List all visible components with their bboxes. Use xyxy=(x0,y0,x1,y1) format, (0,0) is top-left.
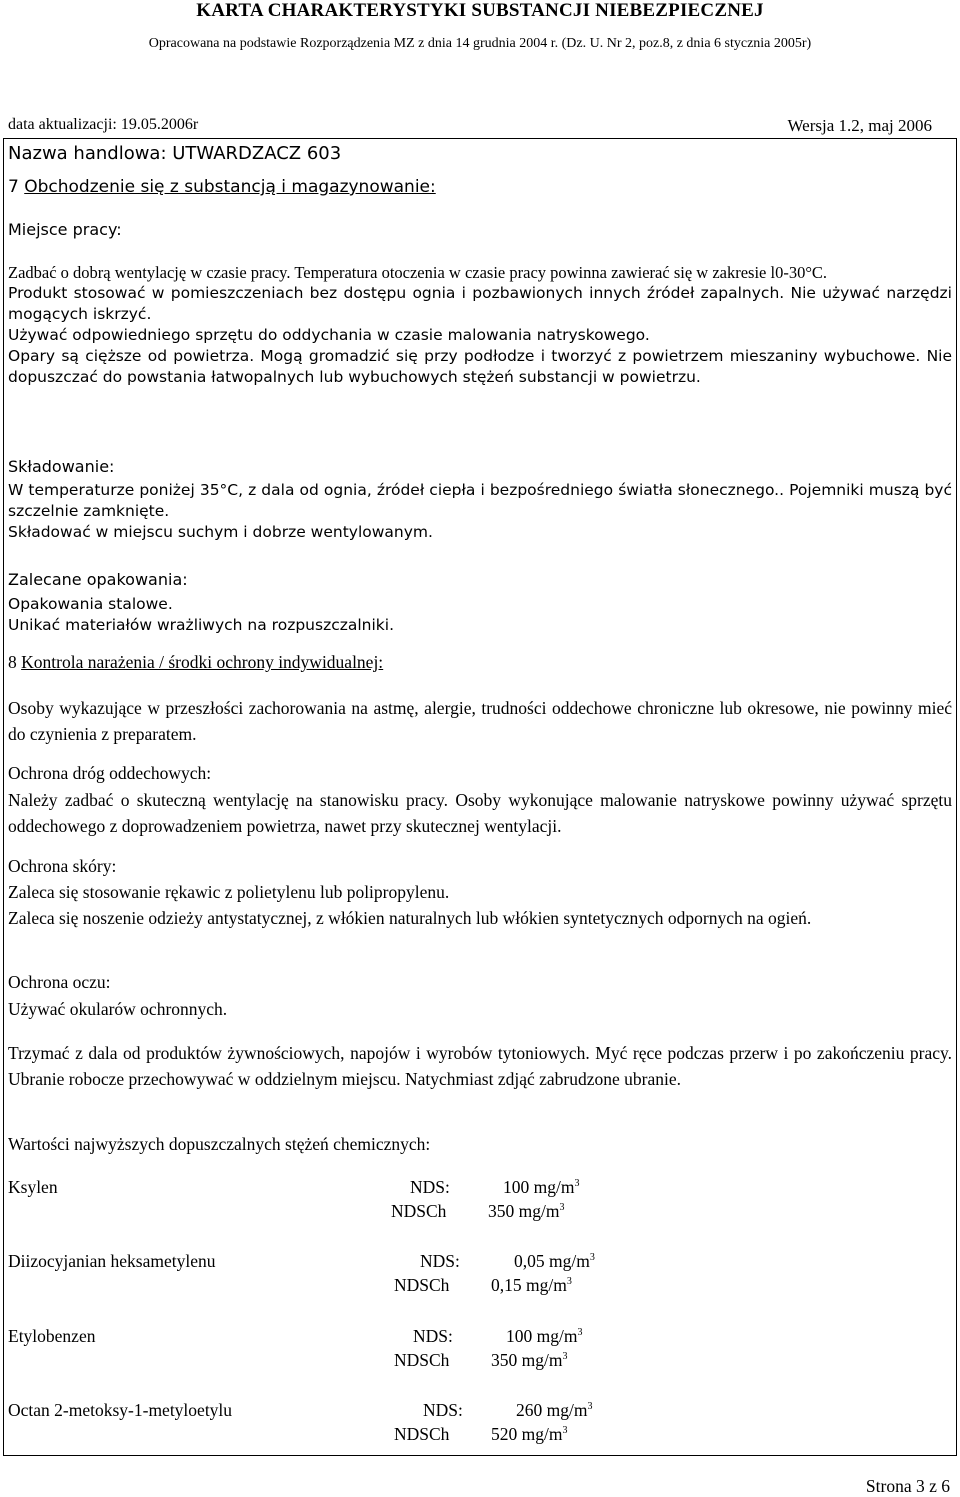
ndsch-value: 520 $mg/m^3$ xyxy=(491,1424,568,1444)
substance-name: Etylobenzen xyxy=(8,1326,96,1346)
nds-label: NDS: xyxy=(413,1326,453,1346)
limit-row xyxy=(0,1400,960,1450)
ndsch-label: NDSCh xyxy=(394,1350,450,1370)
respiratory-text: Należy zadbać o skuteczną wentylację na stanowisku pracy. Osoby wykonujące malowanie natryskowe powinny używać sprzętu oddechowego z doprowadzeniem powietrza, nawet przy skutecznej wentylacji. xyxy=(8,790,952,836)
limit-row xyxy=(0,1251,960,1301)
respiratory-heading: Ochrona dróg oddechowych: xyxy=(8,763,212,783)
packaging-heading: Zalecane opakowania: xyxy=(8,570,188,589)
packaging-text xyxy=(8,594,952,636)
section-8-intro: Osoby wykazujące w przeszłości zachorowania na astmę, alergie, trudności oddechowe chroniczne lub okresowe, nie powinny mieć do czynienia z preparatem. xyxy=(8,698,952,744)
nds-value: 0,05 $mg/m^3$ xyxy=(514,1251,595,1271)
section-8-title: Kontrola narażenia / środki ochrony indywidualnej: xyxy=(21,652,384,672)
document-title: KARTA CHARAKTERYSTYKI SUBSTANCJI NIEBEZPIECZNEJ xyxy=(196,0,764,21)
ndsch-label: NDSCh xyxy=(394,1275,450,1295)
substance-name: Ksylen xyxy=(8,1177,58,1197)
ndsch-value: 0,15 $mg/m^3$ xyxy=(491,1275,572,1295)
workplace-line: Produkt stosować w pomieszczeniach bez dostępu ognia i pozbawionych innych źródeł zapalnych. Nie używać narzędzi mogących iskrzyć. xyxy=(8,284,952,323)
skin-line: Zaleca się stosowanie rękawic z polietylenu lub polipropylenu. xyxy=(8,882,450,902)
section-7-number: 7 xyxy=(8,177,19,197)
ndsch-value: 350 $mg/m^3$ xyxy=(488,1201,565,1221)
ndsch-value: 350 $mg/m^3$ xyxy=(491,1350,568,1370)
ndsch-label: NDSCh xyxy=(394,1424,450,1444)
nds-value: 100 $mg/m^3$ xyxy=(506,1326,583,1346)
packaging-line: Unikać materiałów wrażliwych na rozpuszczalniki. xyxy=(8,616,395,634)
nds-label: NDS: xyxy=(420,1251,460,1271)
limit-row xyxy=(0,1326,960,1376)
substance-name: Octan 2-metoksy-1-metyloetylu xyxy=(8,1400,233,1420)
section-7-title: Obchodzenie się z substancją i magazynowanie: xyxy=(24,177,436,197)
skin-line: Zaleca się noszenie odzieży antystatycznej, z włókien naturalnych lub włókien syntetycznych odpornych na ogień. xyxy=(8,908,812,928)
update-date: data aktualizacji: 19.05.2006r xyxy=(8,116,199,133)
workplace-text xyxy=(8,262,952,388)
storage-line: W temperaturze poniżej 35°C, z dala od ognia, źródeł ciepła i bezpośredniego światła słonecznego.. Pojemniki muszą być szczelnie zamknięte. xyxy=(8,481,952,520)
version-label: Wersja 1.2, maj 2006 xyxy=(787,116,932,135)
storage-heading: Składowanie: xyxy=(8,457,115,476)
eye-text: Używać okularów ochronnych. xyxy=(8,999,228,1019)
trade-name: Nazwa handlowa: UTWARDZACZ 603 xyxy=(8,143,342,164)
nds-value: 260 $mg/m^3$ xyxy=(516,1400,593,1420)
nds-label: NDS: xyxy=(423,1400,463,1420)
limit-row xyxy=(0,1177,960,1227)
nds-value: 100 $mg/m^3$ xyxy=(503,1177,580,1197)
storage-text xyxy=(8,480,952,543)
section-7-heading xyxy=(8,177,436,197)
document-subtitle: Opracowana na podstawie Rozporządzenia MZ z dnia 14 grudnia 2004 r. (Dz. U. Nr 2, poz.8, z dnia 6 stycznia 2005r) xyxy=(148,36,812,51)
workplace-line: Opary są cięższe od powietrza. Mogą gromadzić się przy podłodze i tworzyć z powietrzem mieszaniny wybuchowe. Nie dopuszczać do powstania łatwopalnych lub wybuchowych stężeń substancji w powietrzu. xyxy=(8,347,952,386)
nds-label: NDS: xyxy=(410,1177,450,1197)
limits-heading: Wartości najwyższych dopuszczalnych stężeń chemicznych: xyxy=(8,1134,431,1154)
skin-text xyxy=(8,879,952,931)
skin-heading: Ochrona skóry: xyxy=(8,856,117,876)
storage-line: Składować w miejscu suchym i dobrze wentylowanym. xyxy=(8,523,433,541)
workplace-line: Zadbać o dobrą wentylację w czasie pracy. Temperatura otoczenia w czasie pracy powinna zawierać się w zakresie l0-30°C. xyxy=(8,263,828,282)
section-8-number: 8 xyxy=(8,652,17,672)
workplace-heading: Miejsce pracy: xyxy=(8,220,122,239)
substance-name: Diizocyjanian heksametylenu xyxy=(8,1251,216,1271)
page-number: Strona 3 z 6 xyxy=(865,1476,950,1496)
packaging-line: Opakowania stalowe. xyxy=(8,595,173,613)
hygiene-text: Trzymać z dala od produktów żywnościowych, napojów i wyrobów tytoniowych. Myć ręce podczas przerw i po zakończeniu pracy. Ubranie robocze przechowywać w oddzielnym miejscu. Natychmiast zdjąć zabrudzone ubranie. xyxy=(8,1043,952,1089)
ndsch-label: NDSCh xyxy=(391,1201,447,1221)
eye-heading: Ochrona oczu: xyxy=(8,972,111,992)
section-8-heading xyxy=(8,652,383,673)
workplace-line: Używać odpowiedniego sprzętu do oddychania w czasie malowania natryskowego. xyxy=(8,326,650,344)
